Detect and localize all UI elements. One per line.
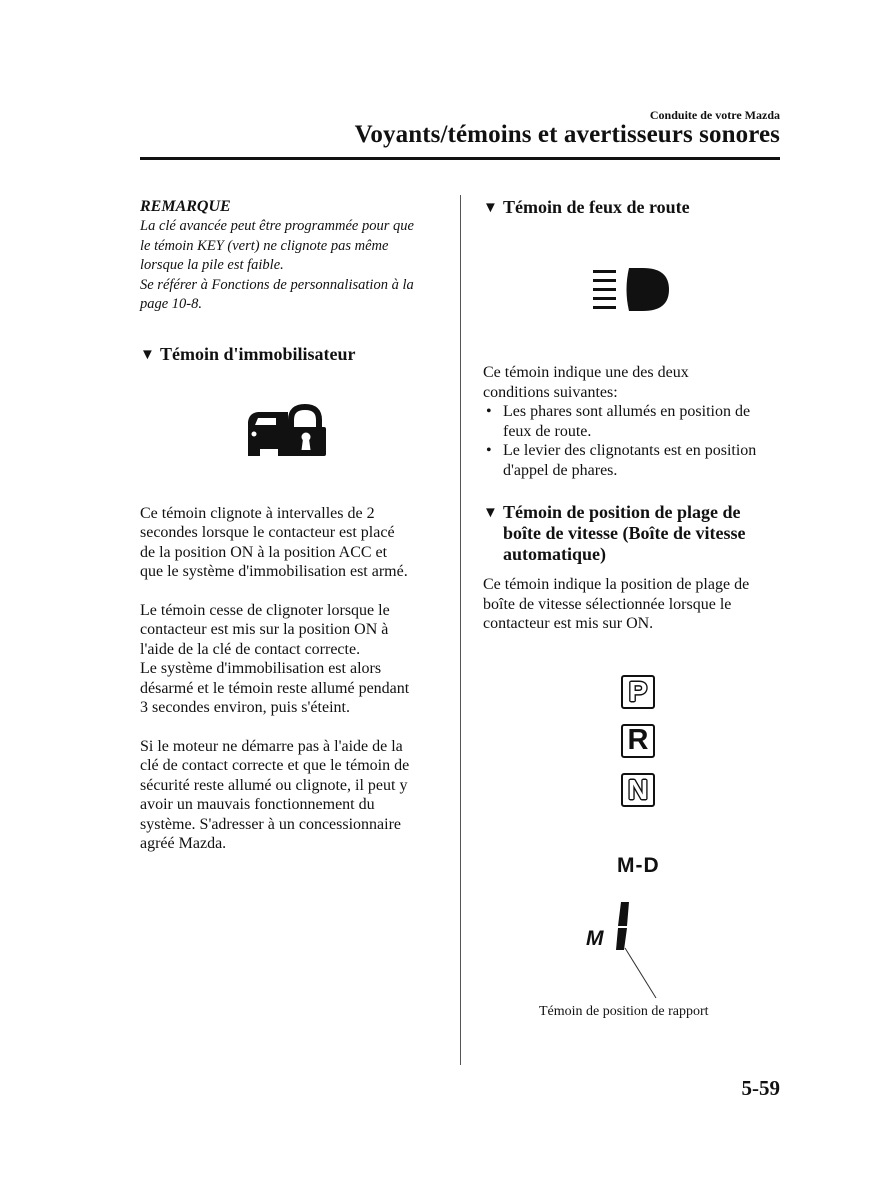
triangle-marker-icon: ▼: [140, 346, 155, 363]
gear-p-indicator: [621, 675, 655, 709]
list-item: [483, 441, 783, 480]
gear-position-heading-text: [503, 502, 783, 565]
header-rule: [140, 157, 780, 160]
text-line: boîte de vitesse sélectionnée lorsque le: [483, 595, 732, 613]
gear-indicators: [621, 675, 783, 807]
high-beam-heading: [483, 197, 783, 219]
text-line: de la position ON à la position ACC et: [140, 543, 388, 561]
text-line: Le système d'immobilisation est alors: [140, 660, 382, 677]
gear-r-indicator: [621, 724, 655, 758]
text-line: agréé Mazda.: [140, 835, 227, 852]
high-beam-icon: [591, 265, 671, 315]
column-divider: [460, 195, 461, 1065]
immobilizer-paragraph-1: [140, 504, 445, 582]
heading-line: automatique): [503, 544, 606, 564]
gear-position-segment-icon: [608, 900, 668, 1004]
gear-position-caption: Témoin de position de rapport: [539, 1003, 709, 1019]
text-line: sécurité reste allumé ou clignote, il peut y: [140, 776, 408, 794]
heading-line: Témoin de position de plage de: [503, 502, 741, 522]
immobilizer-paragraph-2: [140, 601, 445, 718]
high-beam-intro: [483, 363, 783, 402]
note-line: Se référer à Fonctions de personnalisation à la: [140, 276, 414, 293]
bullet-icon: •: [486, 442, 492, 459]
text-line: conditions suivantes:: [483, 383, 618, 401]
chapter-title: Conduite de votre Mazda: [649, 108, 780, 122]
right-column: [483, 197, 783, 1020]
text-line: d'appel de phares.: [503, 461, 618, 479]
high-beam-conditions: [483, 402, 783, 480]
note-block: [140, 197, 445, 315]
high-beam-heading-text: Témoin de feux de route: [503, 197, 690, 217]
text-line: désarmé et le témoin reste allumé pendant: [140, 679, 410, 697]
list-item: [483, 402, 783, 441]
triangle-marker-icon: ▼: [483, 505, 498, 521]
page-number: 5-59: [741, 1076, 780, 1100]
text-line: contacteur est mis sur ON.: [483, 615, 654, 632]
gear-position-diagram: [483, 900, 783, 1004]
text-line: clé de contact correcte et que le témoin de: [140, 757, 410, 774]
immobilizer-heading-text: Témoin d'immobilisateur: [160, 343, 356, 364]
text-line: Ce témoin indique la position de plage de: [483, 576, 750, 593]
gear-position-paragraph: [483, 575, 783, 634]
immobilizer-paragraph-3: [140, 737, 445, 854]
text-line: contacteur est mis sur la position ON à: [140, 621, 389, 638]
note-line: lorsque la pile est faible.: [140, 257, 284, 273]
text-line: système. S'adresser à un concessionnaire: [140, 815, 402, 833]
text-line: avoir un mauvais fonctionnement du: [140, 796, 375, 813]
text-line: Les phares sont allumés en position de: [503, 403, 751, 420]
text-line: 3 secondes environ, puis s'éteint.: [140, 699, 350, 716]
immobilizer-heading: [140, 344, 445, 366]
triangle-marker-icon: ▼: [483, 200, 498, 216]
note-line: page 10-8.: [140, 296, 203, 312]
text-line: l'aide de la clé de contact correcte.: [140, 640, 361, 658]
text-line: que le système d'immobilisation est armé.: [140, 563, 408, 580]
note-line: le témoin KEY (vert) ne clignote pas même: [140, 237, 389, 254]
text-line: Le témoin cesse de clignoter lorsque le: [140, 601, 390, 619]
text-line: secondes lorsque le contacteur est placé: [140, 524, 395, 541]
gear-n-indicator: [621, 773, 655, 807]
text-line: Le levier des clignotants est en position: [503, 442, 757, 459]
heading-line: boîte de vitesse (Boîte de vitesse: [503, 523, 746, 543]
md-label: M-D: [617, 853, 660, 877]
gear-letter: P: [628, 675, 648, 707]
text-line: feux de route.: [503, 422, 592, 440]
left-column: [140, 197, 445, 854]
note-title: REMARQUE: [140, 198, 231, 215]
manual-mode-label: M: [586, 926, 604, 950]
immobilizer-car-lock-icon: [246, 398, 330, 460]
gear-letter: R: [627, 724, 649, 756]
section-title: Voyants/témoins et avertisseurs sonores: [354, 121, 780, 148]
gear-position-heading: [483, 502, 783, 565]
text-line: Ce témoin clignote à intervalles de 2: [140, 504, 375, 522]
text-line: Ce témoin indique une des deux: [483, 364, 689, 381]
text-line: Si le moteur ne démarre pas à l'aide de la: [140, 737, 403, 755]
gear-letter: N: [627, 773, 649, 805]
bullet-icon: •: [486, 403, 492, 420]
note-line: La clé avancée peut être programmée pour que: [140, 218, 414, 234]
